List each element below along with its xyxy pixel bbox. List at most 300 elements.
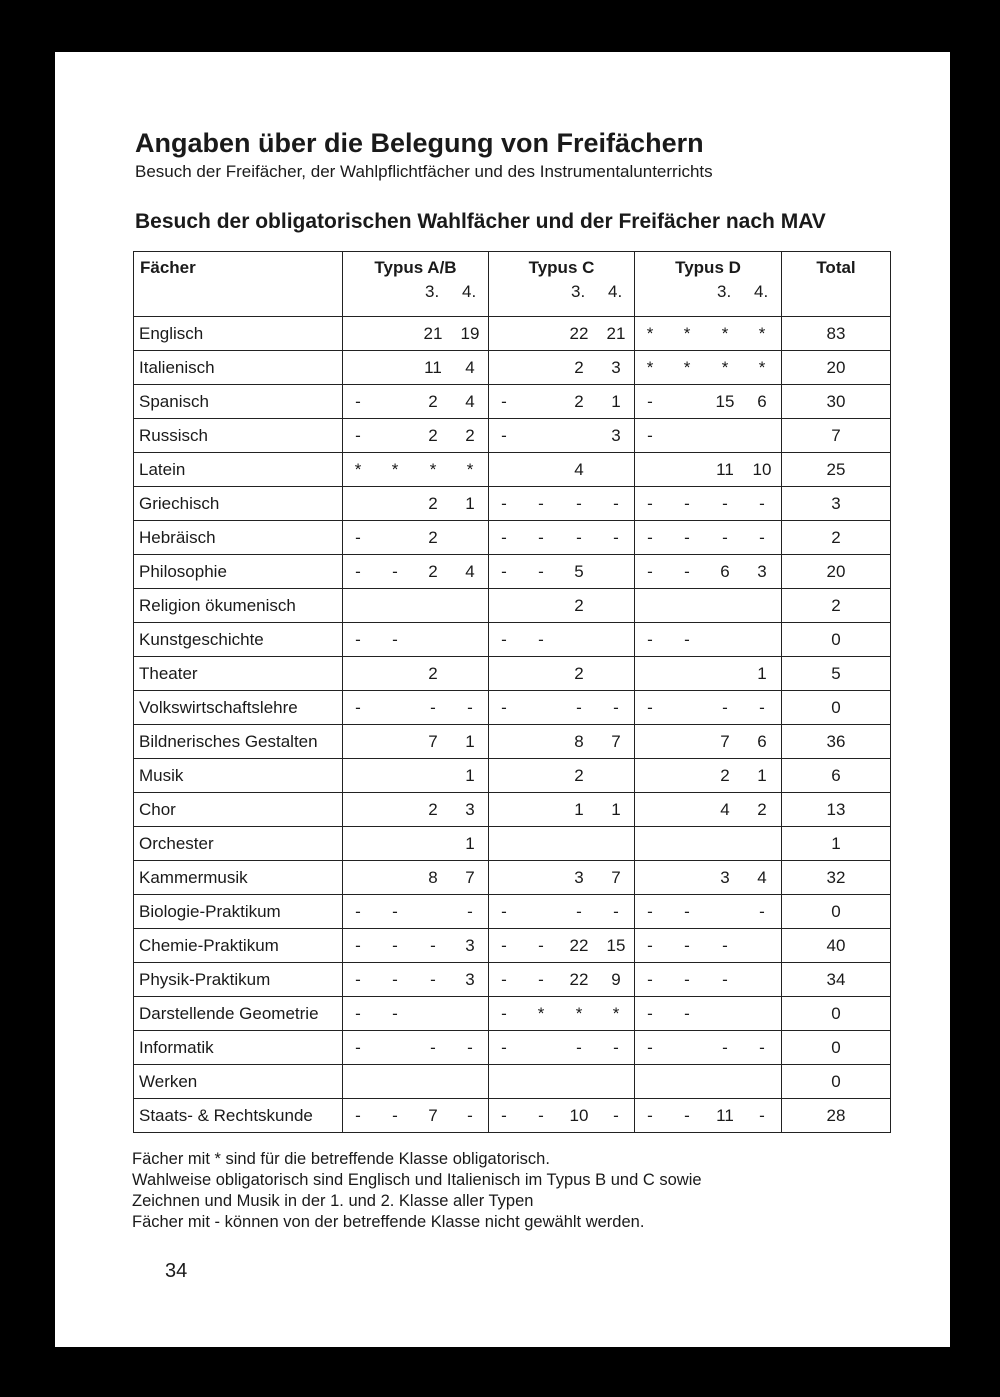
value-cell: - [576,901,582,921]
value-cell: - [392,969,398,989]
table-row [134,827,891,861]
document-page [55,52,950,1347]
value-cell: - [355,969,361,989]
group-cell-d [635,861,782,895]
value-cell: * [354,459,362,479]
value-cell: * [537,1003,545,1023]
value-cell: - [430,969,436,989]
value-cell: - [392,561,398,581]
value-cell: - [759,493,765,513]
value-cell: 2 [428,391,438,411]
group-cell-ab [343,317,489,351]
group-cell-c [489,487,635,521]
value-cell: - [501,901,507,921]
total-cell: 0 [782,1065,891,1099]
group-cell-d [635,895,782,929]
value-cell: - [355,629,361,649]
group-cell-d [635,657,782,691]
value-cell: - [613,1037,619,1057]
value-cell: - [722,1037,728,1057]
table-row [134,317,891,351]
table-row [134,1031,891,1065]
table-row [134,453,891,487]
section-title: Besuch der obligatorischen Wahlfächer und der Freifächer nach MAV [135,210,826,233]
value-cell: - [355,391,361,411]
value-cell: 7 [428,731,438,751]
header-group-c [489,252,635,317]
value-cell: - [538,527,544,547]
footnote-line: Zeichnen und Musik in der 1. und 2. Klasse aller Typen [132,1192,534,1210]
group-cell-ab [343,1031,489,1065]
value-cell: - [613,1105,619,1125]
footnotes [132,1149,702,1233]
value-cell: * [646,323,654,343]
value-cell: - [467,697,473,717]
total-cell: 5 [782,657,891,691]
value-cell: - [467,901,473,921]
header-group-ab [343,252,489,317]
value-cell: - [647,425,653,445]
value-cell: - [355,527,361,547]
value-cell: - [538,1105,544,1125]
total-cell: 6 [782,759,891,793]
value-cell: 9 [611,969,621,989]
value-cell: - [722,527,728,547]
value-cell: 3 [465,935,475,955]
value-cell: - [647,561,653,581]
value-cell: - [759,1037,765,1057]
enrollment-table [133,251,891,1133]
value-cell: - [467,1037,473,1057]
value-cell: - [684,493,690,513]
group-cell-d [635,793,782,827]
group-cell-d [635,385,782,419]
value-cell: 10 [569,1105,589,1125]
total-cell: 20 [782,555,891,589]
value-cell: * [758,357,766,377]
value-cell: - [647,629,653,649]
group-cell-d [635,419,782,453]
group-cell-c [489,351,635,385]
group-cell-c [489,657,635,691]
group-cell-ab [343,657,489,691]
header-group-label: Typus C [528,258,595,277]
group-cell-c [489,691,635,725]
value-cell: - [501,1105,507,1125]
value-cell: - [759,1105,765,1125]
total-cell: 0 [782,997,891,1031]
value-cell: - [613,493,619,513]
value-cell: - [722,935,728,955]
header-class-labels [489,282,634,304]
value-cell: * [721,357,729,377]
header-group-label: Typus A/B [374,258,457,277]
value-cell: 2 [574,357,584,377]
group-cell-d [635,487,782,521]
group-cell-ab [343,453,489,487]
table-row [134,487,891,521]
value-cell: - [613,527,619,547]
value-cell: - [684,969,690,989]
value-cell: - [538,561,544,581]
table-row [134,861,891,895]
subject-cell: Chor [134,793,343,827]
value-cell: - [722,697,728,717]
value-cell: - [759,901,765,921]
value-cell: - [759,697,765,717]
group-cell-d [635,691,782,725]
total-cell: 28 [782,1099,891,1133]
value-cell: - [392,1105,398,1125]
value-cell: 22 [569,969,589,989]
total-cell: 40 [782,929,891,963]
table-row [134,929,891,963]
total-cell: 2 [782,589,891,623]
value-cell: - [684,527,690,547]
header-class-3: 3. [571,282,586,301]
subject-cell: Hebräisch [134,521,343,555]
value-cell: - [467,1105,473,1125]
value-cell: 2 [574,595,584,615]
value-cell: 4 [574,459,584,479]
group-cell-ab [343,963,489,997]
total-cell: 0 [782,895,891,929]
table-row [134,623,891,657]
group-cell-ab [343,861,489,895]
value-cell: 3 [720,867,730,887]
value-cell: - [759,527,765,547]
value-cell: * [466,459,474,479]
value-cell: * [683,323,691,343]
value-cell: 6 [757,731,767,751]
total-cell: 0 [782,1031,891,1065]
value-cell: 1 [611,799,621,819]
subject-cell: Philosophie [134,555,343,589]
value-cell: 1 [465,765,475,785]
table-row [134,759,891,793]
value-cell: 4 [720,799,730,819]
value-cell: 2 [428,663,438,683]
total-cell: 1 [782,827,891,861]
value-cell: 7 [611,731,621,751]
header-total: Total [782,252,891,317]
value-cell: - [647,493,653,513]
group-cell-c [489,759,635,793]
table-row [134,1099,891,1133]
subject-cell: Spanisch [134,385,343,419]
table-row [134,419,891,453]
value-cell: - [647,697,653,717]
value-cell: - [501,935,507,955]
table-row [134,997,891,1031]
value-cell: * [391,459,399,479]
group-cell-c [489,317,635,351]
group-cell-d [635,997,782,1031]
group-cell-c [489,419,635,453]
table-row [134,963,891,997]
value-cell: 7 [465,867,475,887]
subject-cell: Darstellende Geometrie [134,997,343,1031]
value-cell: 2 [757,799,767,819]
subject-cell: Russisch [134,419,343,453]
value-cell: - [355,1105,361,1125]
group-cell-ab [343,385,489,419]
group-cell-ab [343,589,489,623]
value-cell: - [501,561,507,581]
value-cell: * [646,357,654,377]
subject-cell: Musik [134,759,343,793]
header-class-4: 4. [462,282,477,301]
value-cell: 15 [606,935,626,955]
group-cell-ab [343,759,489,793]
header-class-3: 3. [425,282,440,301]
value-cell: - [501,697,507,717]
value-cell: 2 [574,663,584,683]
group-cell-c [489,385,635,419]
subject-cell: Orchester [134,827,343,861]
value-cell: - [355,1037,361,1057]
header-class-4: 4. [608,282,623,301]
group-cell-ab [343,555,489,589]
group-cell-d [635,1031,782,1065]
value-cell: * [683,357,691,377]
header-class-labels [343,282,488,304]
page-subtitle: Besuch der Freifächer, der Wahlpflichtfächer und des Instrumentalunterrichts [135,162,713,181]
group-cell-d [635,1065,782,1099]
value-cell: - [501,969,507,989]
total-cell: 2 [782,521,891,555]
value-cell: - [355,425,361,445]
value-cell: * [429,459,437,479]
group-cell-d [635,725,782,759]
value-cell: - [613,697,619,717]
group-cell-c [489,725,635,759]
subject-cell: Biologie-Praktikum [134,895,343,929]
value-cell: - [501,527,507,547]
value-cell: - [722,969,728,989]
table-row [134,793,891,827]
group-cell-ab [343,691,489,725]
table-row [134,555,891,589]
value-cell: - [392,629,398,649]
value-cell: - [538,935,544,955]
value-cell: - [392,1003,398,1023]
group-cell-d [635,589,782,623]
value-cell: - [684,901,690,921]
value-cell: 3 [611,425,621,445]
value-cell: 1 [611,391,621,411]
group-cell-d [635,759,782,793]
value-cell: * [758,323,766,343]
value-cell: - [538,969,544,989]
table-row [134,351,891,385]
group-cell-c [489,1099,635,1133]
value-cell: - [430,697,436,717]
footnote-line: Fächer mit - können von der betreffende Klasse nicht gewählt werden. [132,1213,645,1231]
value-cell: 2 [428,799,438,819]
value-cell: 8 [574,731,584,751]
header-group-d [635,252,782,317]
value-cell: - [647,391,653,411]
subject-cell: Kammermusik [134,861,343,895]
value-cell: 11 [716,1105,734,1125]
value-cell: 2 [428,527,438,547]
group-cell-d [635,1099,782,1133]
group-cell-c [489,589,635,623]
value-cell: 2 [574,391,584,411]
group-cell-ab [343,623,489,657]
total-cell: 0 [782,691,891,725]
group-cell-c [489,555,635,589]
page-title: Angaben über die Belegung von Freifächern [135,128,704,158]
value-cell: 1 [465,731,475,751]
value-cell: - [538,629,544,649]
value-cell: * [612,1003,620,1023]
group-cell-ab [343,997,489,1031]
value-cell: - [430,1037,436,1057]
value-cell: 22 [569,935,589,955]
value-cell: 19 [460,323,480,343]
group-cell-c [489,929,635,963]
value-cell: - [613,901,619,921]
value-cell: 4 [465,357,475,377]
subject-cell: Theater [134,657,343,691]
group-cell-ab [343,351,489,385]
value-cell: 1 [465,833,475,853]
value-cell: 2 [428,561,438,581]
total-cell: 30 [782,385,891,419]
value-cell: 7 [720,731,730,751]
group-cell-c [489,861,635,895]
table-header-row [134,252,891,317]
group-cell-ab [343,827,489,861]
value-cell: - [355,1003,361,1023]
value-cell: 1 [574,799,584,819]
value-cell: - [684,935,690,955]
value-cell: - [576,527,582,547]
value-cell: - [722,493,728,513]
table-row [134,691,891,725]
group-cell-ab [343,419,489,453]
subject-cell: Italienisch [134,351,343,385]
group-cell-d [635,623,782,657]
value-cell: 2 [465,425,475,445]
value-cell: * [575,1003,583,1023]
value-cell: 2 [720,765,730,785]
value-cell: 4 [465,561,475,581]
value-cell: - [392,935,398,955]
value-cell: 1 [465,493,475,513]
value-cell: 8 [428,867,438,887]
table-row [134,725,891,759]
total-cell: 0 [782,623,891,657]
total-cell: 34 [782,963,891,997]
value-cell: 4 [757,867,767,887]
subject-cell: Chemie-Praktikum [134,929,343,963]
value-cell: 22 [569,323,589,343]
subject-cell: Englisch [134,317,343,351]
total-cell: 13 [782,793,891,827]
value-cell: 11 [424,357,442,377]
group-cell-c [489,793,635,827]
value-cell: 5 [574,561,584,581]
group-cell-d [635,317,782,351]
group-cell-d [635,963,782,997]
value-cell: - [647,969,653,989]
group-cell-c [489,997,635,1031]
subject-cell: Latein [134,453,343,487]
table-row [134,589,891,623]
value-cell: - [647,1003,653,1023]
page-number: 34 [165,1260,188,1282]
group-cell-c [489,1031,635,1065]
value-cell: 1 [757,663,767,683]
value-cell: 2 [428,493,438,513]
total-cell: 25 [782,453,891,487]
value-cell: - [684,629,690,649]
value-cell: 6 [757,391,767,411]
value-cell: - [538,493,544,513]
value-cell: 2 [428,425,438,445]
group-cell-c [489,453,635,487]
group-cell-ab [343,895,489,929]
group-cell-ab [343,487,489,521]
group-cell-ab [343,725,489,759]
subject-cell: Werken [134,1065,343,1099]
total-cell: 36 [782,725,891,759]
value-cell: 3 [574,867,584,887]
value-cell: 15 [715,391,735,411]
header-class-4: 4. [754,282,769,301]
total-cell: 32 [782,861,891,895]
group-cell-ab [343,929,489,963]
subject-cell: Staats- & Rechtskunde [134,1099,343,1133]
footnote-line: Fächer mit * sind für die betreffende Klasse obligatorisch. [132,1150,550,1168]
group-cell-c [489,895,635,929]
table-row [134,521,891,555]
value-cell: - [355,935,361,955]
table-row [134,657,891,691]
group-cell-ab [343,793,489,827]
value-cell: 1 [757,765,767,785]
subject-cell: Griechisch [134,487,343,521]
value-cell: - [684,561,690,581]
value-cell: 3 [611,357,621,377]
value-cell: - [392,901,398,921]
value-cell: 3 [465,799,475,819]
table-row [134,895,891,929]
value-cell: 10 [752,459,772,479]
group-cell-d [635,453,782,487]
value-cell: 21 [606,323,626,343]
value-cell: * [721,323,729,343]
value-cell: - [501,1003,507,1023]
header-class-3: 3. [717,282,732,301]
header-group-label: Typus D [675,258,741,277]
subject-cell: Religion ökumenisch [134,589,343,623]
total-cell: 7 [782,419,891,453]
value-cell: - [647,1037,653,1057]
value-cell: 4 [465,391,475,411]
value-cell: 21 [423,323,443,343]
value-cell: 6 [720,561,730,581]
value-cell: - [501,425,507,445]
footnote-line: Wahlweise obligatorisch sind Englisch und Italienisch im Typus B und C sowie [132,1171,702,1189]
group-cell-ab [343,1065,489,1099]
value-cell: 7 [428,1105,438,1125]
table-row [134,385,891,419]
total-cell: 83 [782,317,891,351]
